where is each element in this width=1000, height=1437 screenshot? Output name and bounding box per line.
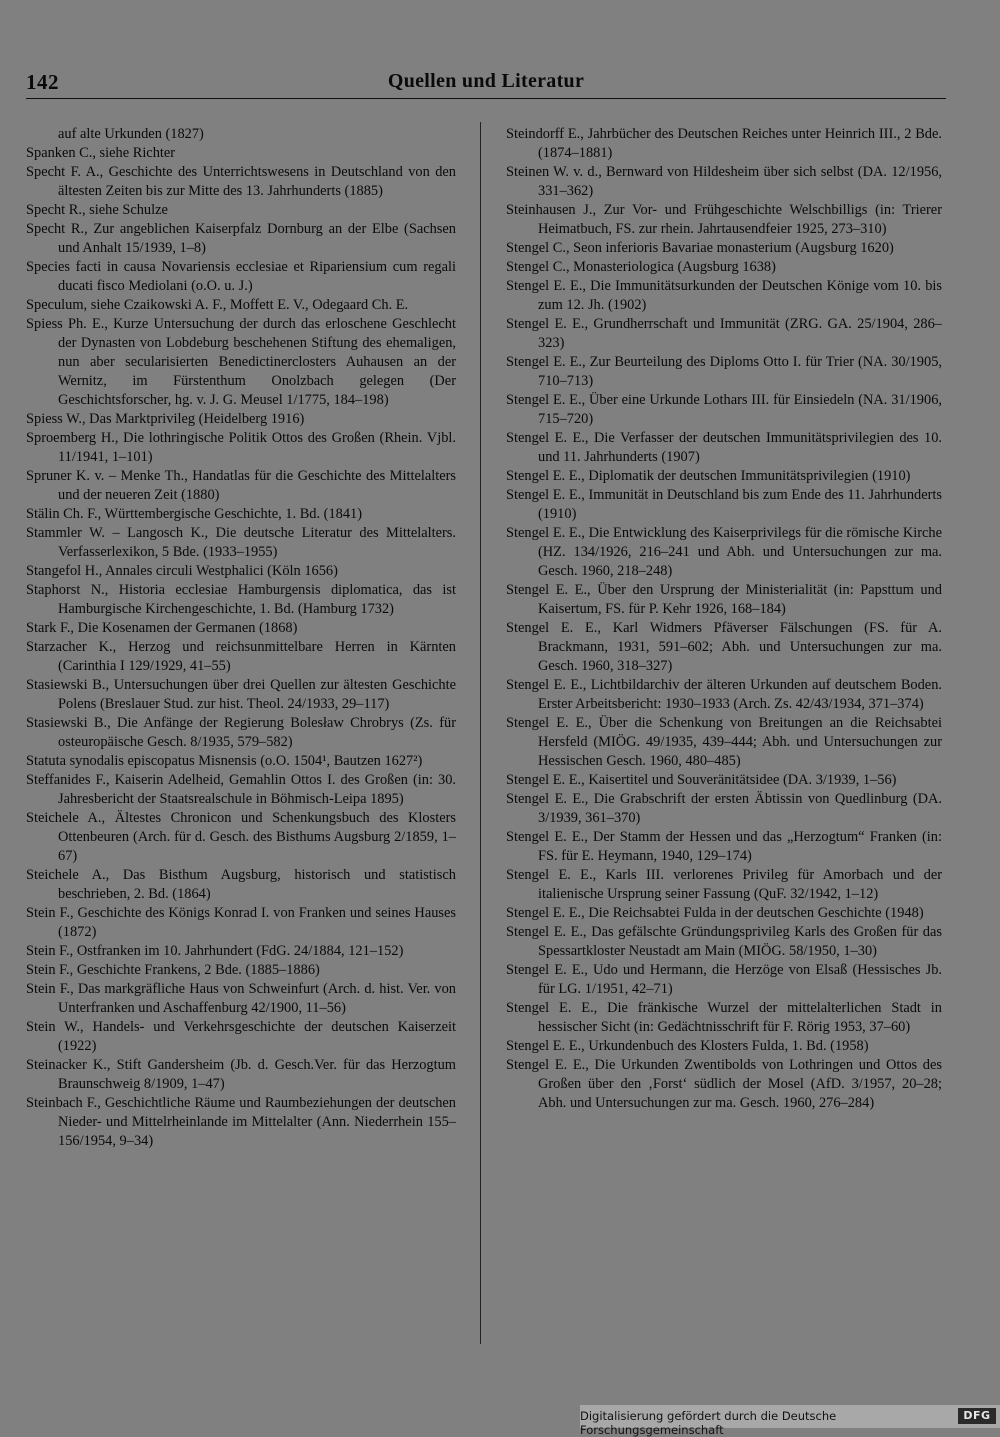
bibliography-entry: Stangefol H., Annales circuli Westphalici (Köln 1656) <box>26 563 338 579</box>
bibliography-entry: Specht R., Zur angeblichen Kaiserpfalz Dornburg an der Elbe (Sachsen und Anhalt 15/1939, 1–8) <box>26 221 456 256</box>
bibliography-entry: Steindorff E., Jahrbücher des Deutschen Reiches unter Heinrich III., 2 Bde. (1874–1881) <box>506 126 942 161</box>
bibliography-entry: Spiess Ph. E., Kurze Untersuchung der durch das erloschene Geschlecht der Dynasten von Lobdeburg beschehenen Stiftung des ehemaligen, nun aber secularisierten Benedictinerclosters Auhausen an der Wernitz, im Fürstenthum Onolzbach gelegen (Der Geschichtsforscher, hg. v. J. G. Meusel 1/1775, 184–198) <box>26 316 456 408</box>
bibliography-entry: Stengel E. E., Die Entwicklung des Kaiserprivilegs für die römische Kirche (HZ. 134/1926, 216–241 und Abh. und Untersuchungen zur ma. Gesch. 1960, 218–248) <box>506 525 942 579</box>
bibliography-entry: Steichele A., Das Bisthum Augsburg, historisch und statistisch beschrieben, 2. Bd. (1864) <box>26 867 456 902</box>
bibliography-entry: Stengel E. E., Der Stamm der Hessen und das „Herzogtum“ Franken (in: FS. für E. Heymann, 1940, 129–174) <box>506 829 942 864</box>
bibliography-entry: Specht R., siehe Schulze <box>26 202 168 218</box>
bibliography-entry: Stengel E. E., Die Immunitätsurkunden der Deutschen Könige vom 10. bis zum 12. Jh. (1902) <box>506 278 942 313</box>
bibliography-entry: Stengel E. E., Über den Ursprung der Ministerialität (in: Papsttum und Kaisertum, FS. für P. Kehr 1926, 168–184) <box>506 582 942 617</box>
bibliography-entry: Stengel E. E., Immunität in Deutschland bis zum Ende des 11. Jahrhunderts (1910) <box>506 487 942 522</box>
bibliography-entry: Stengel E. E., Die Reichsabtei Fulda in der deutschen Geschichte (1948) <box>506 905 924 921</box>
bibliography-entry: Stengel E. E., Die Verfasser der deutschen Immunitätsprivilegien des 10. und 11. Jahrhunderts (1907) <box>506 430 942 465</box>
bibliography-entry: Stengel C., Seon inferioris Bavariae monasterium (Augsburg 1620) <box>506 240 894 256</box>
bibliography-entry: Stälin Ch. F., Württembergische Geschichte, 1. Bd. (1841) <box>26 506 363 522</box>
bibliography-entry: auf alte Urkunden (1827) <box>58 126 204 142</box>
bibliography-entry: Sproemberg H., Die lothringische Politik Ottos des Großen (Rhein. Vjbl. 11/1941, 1–101) <box>26 430 456 465</box>
bibliography-entry: Stengel E. E., Die Urkunden Zwentibolds von Lothringen und Ottos des Großen über den ‚Forst‘ südlich der Mosel (AfD. 3/1957, 20–28; Abh. und Untersuchungen zur ma. Gesch. 1960, 276–284) <box>506 1057 942 1111</box>
left-column <box>26 125 456 1151</box>
page-title: Quellen und Literatur <box>387 70 585 92</box>
bibliography-entry: Steinbach F., Geschichtliche Räume und Raumbeziehungen der deutschen Nieder- und Mittelrheinlande im Mittelalter (Ann. Niederrhein 155–156/1954, 9–34) <box>26 1095 456 1149</box>
bibliography-entry: Stengel E. E., Karls III. verlorenes Privileg für Amorbach und der italienische Ursprung seiner Fassung (QuF. 32/1942, 1–12) <box>506 867 942 902</box>
footer-bar <box>580 1405 1000 1437</box>
bibliography-entry: Spanken C., siehe Richter <box>26 145 176 161</box>
bibliography-entry: Starzacher K., Herzog und reichsunmittelbare Herren in Kärnten (Carinthia I 129/1929, 41–55) <box>26 639 456 674</box>
bibliography-entry: Stengel E. E., Udo und Hermann, die Herzöge von Elsaß (Hessisches Jb. für LG. 1/1951, 42–71) <box>506 962 942 997</box>
bibliography-entry: Stengel E. E., Urkundenbuch des Klosters Fulda, 1. Bd. (1958) <box>506 1038 869 1054</box>
bibliography-entry: Stengel E. E., Diplomatik der deutschen Immunitätsprivilegien (1910) <box>506 468 911 484</box>
bibliography-entry: Stengel E. E., Das gefälschte Gründungsprivileg Karls des Großen für das Spessartkloster Neustadt am Main (MIÖG. 58/1950, 1–30) <box>506 924 942 959</box>
bibliography-entry: Stengel E. E., Die Grabschrift der ersten Äbtissin von Quedlinburg (DA. 3/1939, 361–370) <box>506 791 942 826</box>
bibliography-entry: Stengel E. E., Karl Widmers Pfäverser Fälschungen (FS. für A. Brackmann, 1931, 591–602; Abh. und Untersuchungen zur ma. Gesch. 1960, 318–327) <box>506 620 942 674</box>
bibliography-entry: Stengel E. E., Kaisertitel und Souveränitätsidee (DA. 3/1939, 1–56) <box>506 772 897 788</box>
column-divider <box>480 122 481 1344</box>
bibliography-entry: Stengel E. E., Die fränkische Wurzel der mittelalterlichen Stadt in hessischer Sicht (in: Gedächtnisschrift für F. Rörig 1953, 37–60) <box>506 1000 942 1035</box>
dfg-logo: DFG <box>958 1408 996 1424</box>
bibliography-entry: Stein F., Geschichte Frankens, 2 Bde. (1885–1886) <box>26 962 320 978</box>
bibliography-entry: Stammler W. – Langosch K., Die deutsche Literatur des Mittelalters. Verfasserlexikon, 5 Bde. (1933–1955) <box>26 525 456 560</box>
bibliography-entry: Stengel E. E., Zur Beurteilung des Diploms Otto I. für Trier (NA. 30/1905, 710–713) <box>506 354 942 389</box>
bibliography-entry: Stasiewski B., Untersuchungen über drei Quellen zur ältesten Geschichte Polens (Breslauer Stud. zur hist. Theol. 24/1933, 29–117) <box>26 677 456 712</box>
page-header <box>26 70 946 99</box>
bibliography-entry: Stengel E. E., Über eine Urkunde Lothars III. für Einsiedeln (NA. 31/1906, 715–720) <box>506 392 942 427</box>
bibliography-entry: Steffanides F., Kaiserin Adelheid, Gemahlin Ottos I. des Großen (in: 30. Jahresbericht der Staatsrealschule in Böhmisch-Leipa 1895) <box>26 772 456 807</box>
right-column <box>506 125 942 1113</box>
bibliography-entry: Stasiewski B., Die Anfänge der Regierung Bolesław Chrobrys (Zs. für osteuropäische Gesch. 8/1935, 579–582) <box>26 715 456 750</box>
bibliography-entry: Stein F., Ostfranken im 10. Jahrhundert (FdG. 24/1884, 121–152) <box>26 943 404 959</box>
bibliography-entry: Stengel E. E., Grundherrschaft und Immunität (ZRG. GA. 25/1904, 286–323) <box>506 316 942 351</box>
bibliography-entry: Staphorst N., Historia ecclesiae Hamburgensis diplomatica, das ist Hamburgische Kirchengeschichte, 1. Bd. (Hamburg 1732) <box>26 582 456 617</box>
bibliography-entry: Spiess W., Das Marktprivileg (Heidelberg 1916) <box>26 411 305 427</box>
bibliography-entry: Specht F. A., Geschichte des Unterrichtswesens in Deutschland von den ältesten Zeiten bis zur Mitte des 13. Jahrhunderts (1885) <box>26 164 456 199</box>
footer-text: Digitalisierung gefördert durch die Deutsche Forschungsgemeinschaft <box>580 1409 837 1437</box>
bibliography-entry: Stark F., Die Kosenamen der Germanen (1868) <box>26 620 298 636</box>
bibliography-entry: Stein F., Geschichte des Königs Konrad I. von Franken und seines Hauses (1872) <box>26 905 456 940</box>
page-number: 142 <box>26 70 59 94</box>
bibliography-entry: Steichele A., Ältestes Chronicon und Schenkungsbuch des Klosters Ottenbeuren (Arch. für d. Gesch. des Bisthums Augsburg 2/1859, 1–67) <box>26 810 456 864</box>
bibliography-entry: Stengel C., Monasteriologica (Augsburg 1638) <box>506 259 776 275</box>
bibliography-entry: Steinacker K., Stift Gandersheim (Jb. d. Gesch.Ver. für das Herzogtum Braunschweig 8/1909, 1–47) <box>26 1057 456 1092</box>
bibliography-entry: Spruner K. v. – Menke Th., Handatlas für die Geschichte des Mittelalters und der neueren Zeit (1880) <box>26 468 456 503</box>
bibliography-entry: Species facti in causa Novariensis ecclesiae et Ripariensium cum regali ducati fisco Mediolani (o.O. u. J.) <box>26 259 456 294</box>
bibliography-entry: Stein W., Handels- und Verkehrsgeschichte der deutschen Kaiserzeit (1922) <box>26 1019 456 1054</box>
bibliography-entry: Stein F., Das markgräfliche Haus von Schweinfurt (Arch. d. hist. Ver. von Unterfranken und Aschaffenburg 42/1900, 11–56) <box>26 981 456 1016</box>
bibliography-entry: Stengel E. E., Über die Schenkung von Breitungen an die Reichsabtei Hersfeld (MIÖG. 49/1935, 439–444; Abh. und Untersuchungen zur Hessischen Gesch. 1960, 480–485) <box>506 715 942 769</box>
bibliography-entry: Steinhausen J., Zur Vor- und Frühgeschichte Welschbilligs (in: Trierer Heimatbuch, FS. zur rhein. Jahrtausendfeier 1925, 273–310) <box>506 202 942 237</box>
bibliography-entry: Steinen W. v. d., Bernward von Hildesheim über sich selbst (DA. 12/1956, 331–362) <box>506 164 942 199</box>
bibliography-entry: Speculum, siehe Czaikowski A. F., Moffett E. V., Odegaard Ch. E. <box>26 297 409 313</box>
bibliography-entry: Stengel E. E., Lichtbildarchiv der älteren Urkunden auf deutschem Boden. Erster Arbeitsbericht: 1930–1933 (Arch. Zs. 42/43/1934, 371–374) <box>506 677 942 712</box>
bibliography-entry: Statuta synodalis episcopatus Misnensis (o.O. 1504¹, Bautzen 1627²) <box>26 753 423 769</box>
